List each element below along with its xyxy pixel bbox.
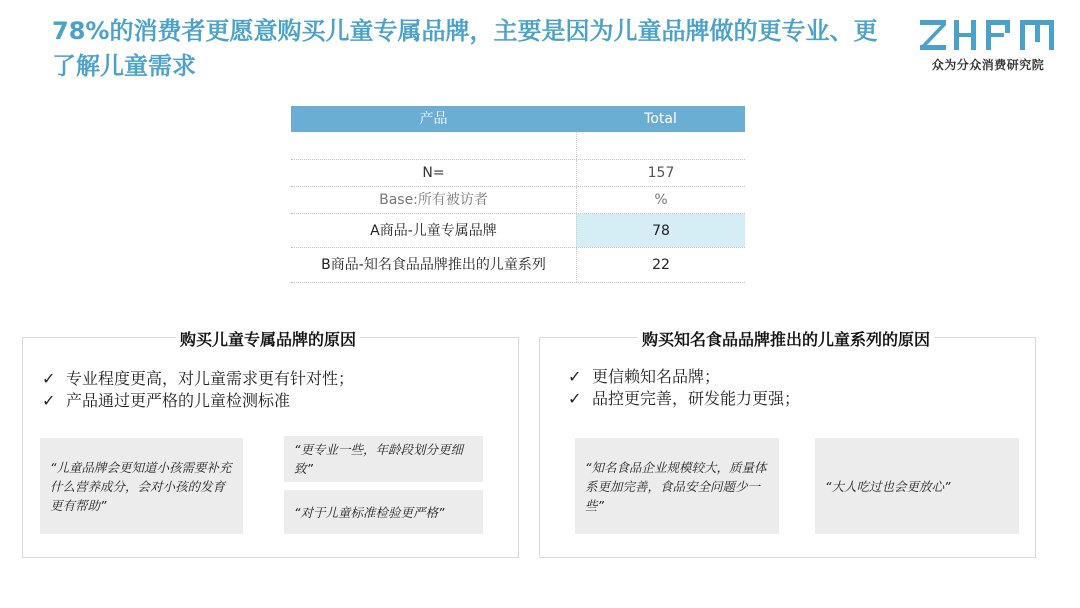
row-label: B商品-知名食品品牌推出的儿童系列 — [321, 257, 546, 273]
table-spacer-row — [291, 132, 745, 160]
row-value-highlighted: 78 — [576, 214, 745, 247]
right-reasons-list — [568, 366, 800, 410]
reason-item: ✓ 品控更完善，研发能力更强； — [568, 389, 801, 408]
table-row-base — [291, 187, 745, 214]
quote-card: “知名食品企业规模较大，质量体系更加完善，食品安全问题少一些” — [575, 438, 779, 534]
quote-card: “儿童品牌会更知道小孩需要补充什么营养成分，会对小孩的发育更有帮助” — [40, 438, 243, 534]
page-title: 78%的消费者更愿意购买儿童专属品牌，主要是因为儿童品牌做的更专业、更了解儿童需求 — [52, 17, 878, 80]
check-icon: ✓ — [42, 369, 56, 388]
quote-card: “大人吃过也会更放心” — [815, 438, 1019, 534]
results-table — [291, 106, 745, 283]
check-icon: ✓ — [568, 389, 582, 408]
base-label: Base:所有被访者 — [379, 192, 488, 208]
row-label: A商品-儿童专属品牌 — [370, 223, 497, 239]
check-icon: ✓ — [568, 367, 582, 386]
row-value: 22 — [576, 248, 745, 282]
header-total: Total — [644, 111, 677, 127]
table-row — [291, 248, 745, 283]
quote-card: “更专业一些，年龄段划分更细致” — [284, 436, 483, 482]
company-logo — [918, 18, 1068, 73]
table-header — [291, 106, 745, 132]
logo-caption: 众为分众消费研究院 — [931, 58, 1045, 72]
check-icon: ✓ — [42, 391, 56, 410]
reason-item: ✓ 产品通过更严格的儿童检测标准 — [42, 391, 291, 410]
reason-item: ✓ 更信赖知名品牌； — [568, 367, 721, 386]
left-panel-title: 购买儿童专属品牌的原因 — [176, 327, 360, 350]
n-value: 157 — [576, 160, 745, 186]
zhfm-logo-icon — [918, 18, 1058, 52]
right-panel-title: 购买知名食品品牌推出的儿童系列的原因 — [638, 327, 934, 350]
reason-item: ✓ 专业程度更高，对儿童需求更有针对性； — [42, 369, 355, 388]
table-row-n — [291, 160, 745, 187]
table-row — [291, 214, 745, 248]
header-product: 产品 — [419, 111, 448, 127]
quote-card: “对于儿童标准检验更严格” — [284, 490, 483, 534]
n-label: N= — [422, 165, 445, 181]
base-unit: % — [576, 187, 745, 213]
left-reasons-list — [42, 368, 354, 412]
